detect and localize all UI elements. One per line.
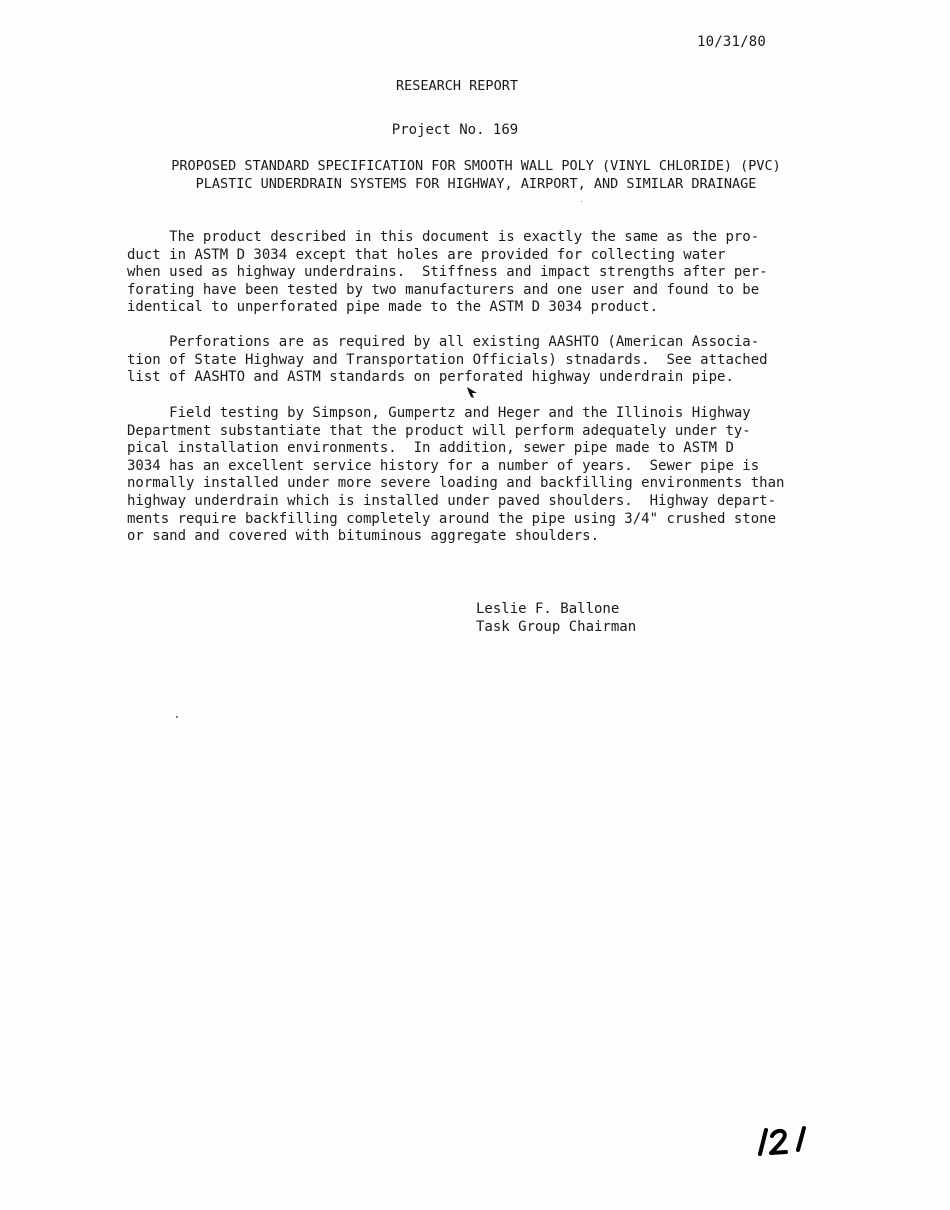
signatory-name: Leslie F. Ballone	[476, 601, 620, 617]
report-date: 10/31/80	[697, 34, 767, 50]
paragraph-line: The product described in this document is exactly the same as the pro-	[127, 229, 760, 245]
paragraph-line: ments require backfilling completely around the pipe using 3/4" crushed stone	[127, 510, 777, 527]
paragraph-line: highway underdrain which is installed under paved shoulders. Highway depart-	[127, 492, 777, 509]
signatory-role: Task Group Chairman	[476, 619, 637, 635]
paragraph-line: Field testing by Simpson, Gumpertz and Heger and the Illinois Highway	[127, 405, 751, 421]
signature-block	[476, 600, 636, 636]
paragraph-line: list of AASHTO and ASTM standards on perforated highway underdrain pipe.	[127, 369, 734, 386]
paragraph-line: tion of State Highway and Transportation Officials) stnadards. See attached	[127, 351, 768, 368]
paragraph-field-testing	[127, 405, 827, 546]
paragraph-line: duct in ASTM D 3034 except that holes are provided for collecting water	[127, 246, 726, 263]
paragraph-line: pical installation environments. In addition, sewer pipe made to ASTM D	[127, 440, 734, 457]
paragraph-line: Perforations are as required by all existing AASHTO (American Associa-	[127, 334, 760, 350]
specification-title	[110, 157, 842, 193]
scan-speck	[176, 716, 178, 718]
paragraph-product-description	[127, 229, 827, 317]
title-line: PLASTIC UNDERDRAIN SYSTEMS FOR HIGHWAY, AIRPORT, AND SIMILAR DRAINAGE	[195, 176, 757, 192]
project-number: Project No. 169	[391, 122, 519, 138]
paragraph-line: normally installed under more severe loading and backfilling environments than	[127, 475, 785, 492]
paragraph-line: or sand and covered with bituminous aggregate shoulders.	[127, 528, 600, 545]
report-heading: RESEARCH REPORT	[396, 78, 518, 94]
paragraph-line: Department substantiate that the product will perform adequately under ty-	[127, 422, 751, 439]
paragraph-line: forating have been tested by two manufacturers and one user and found to be	[127, 281, 760, 298]
title-line: PROPOSED STANDARD SPECIFICATION FOR SMOOTH WALL POLY (VINYL CHLORIDE) (PVC)	[171, 158, 781, 174]
paragraph-line: 3034 has an excellent service history for a number of years. Sewer pipe is	[127, 457, 760, 474]
paragraph-perforations	[127, 334, 827, 387]
handwritten-page-number	[752, 1120, 812, 1160]
handwritten-arrow-mark	[465, 385, 479, 399]
paragraph-line: when used as highway underdrains. Stiffness and impact strengths after per-	[127, 264, 768, 281]
paragraph-line: identical to unperforated pipe made to the ASTM D 3034 product.	[127, 299, 659, 316]
scan-speck	[581, 201, 582, 202]
